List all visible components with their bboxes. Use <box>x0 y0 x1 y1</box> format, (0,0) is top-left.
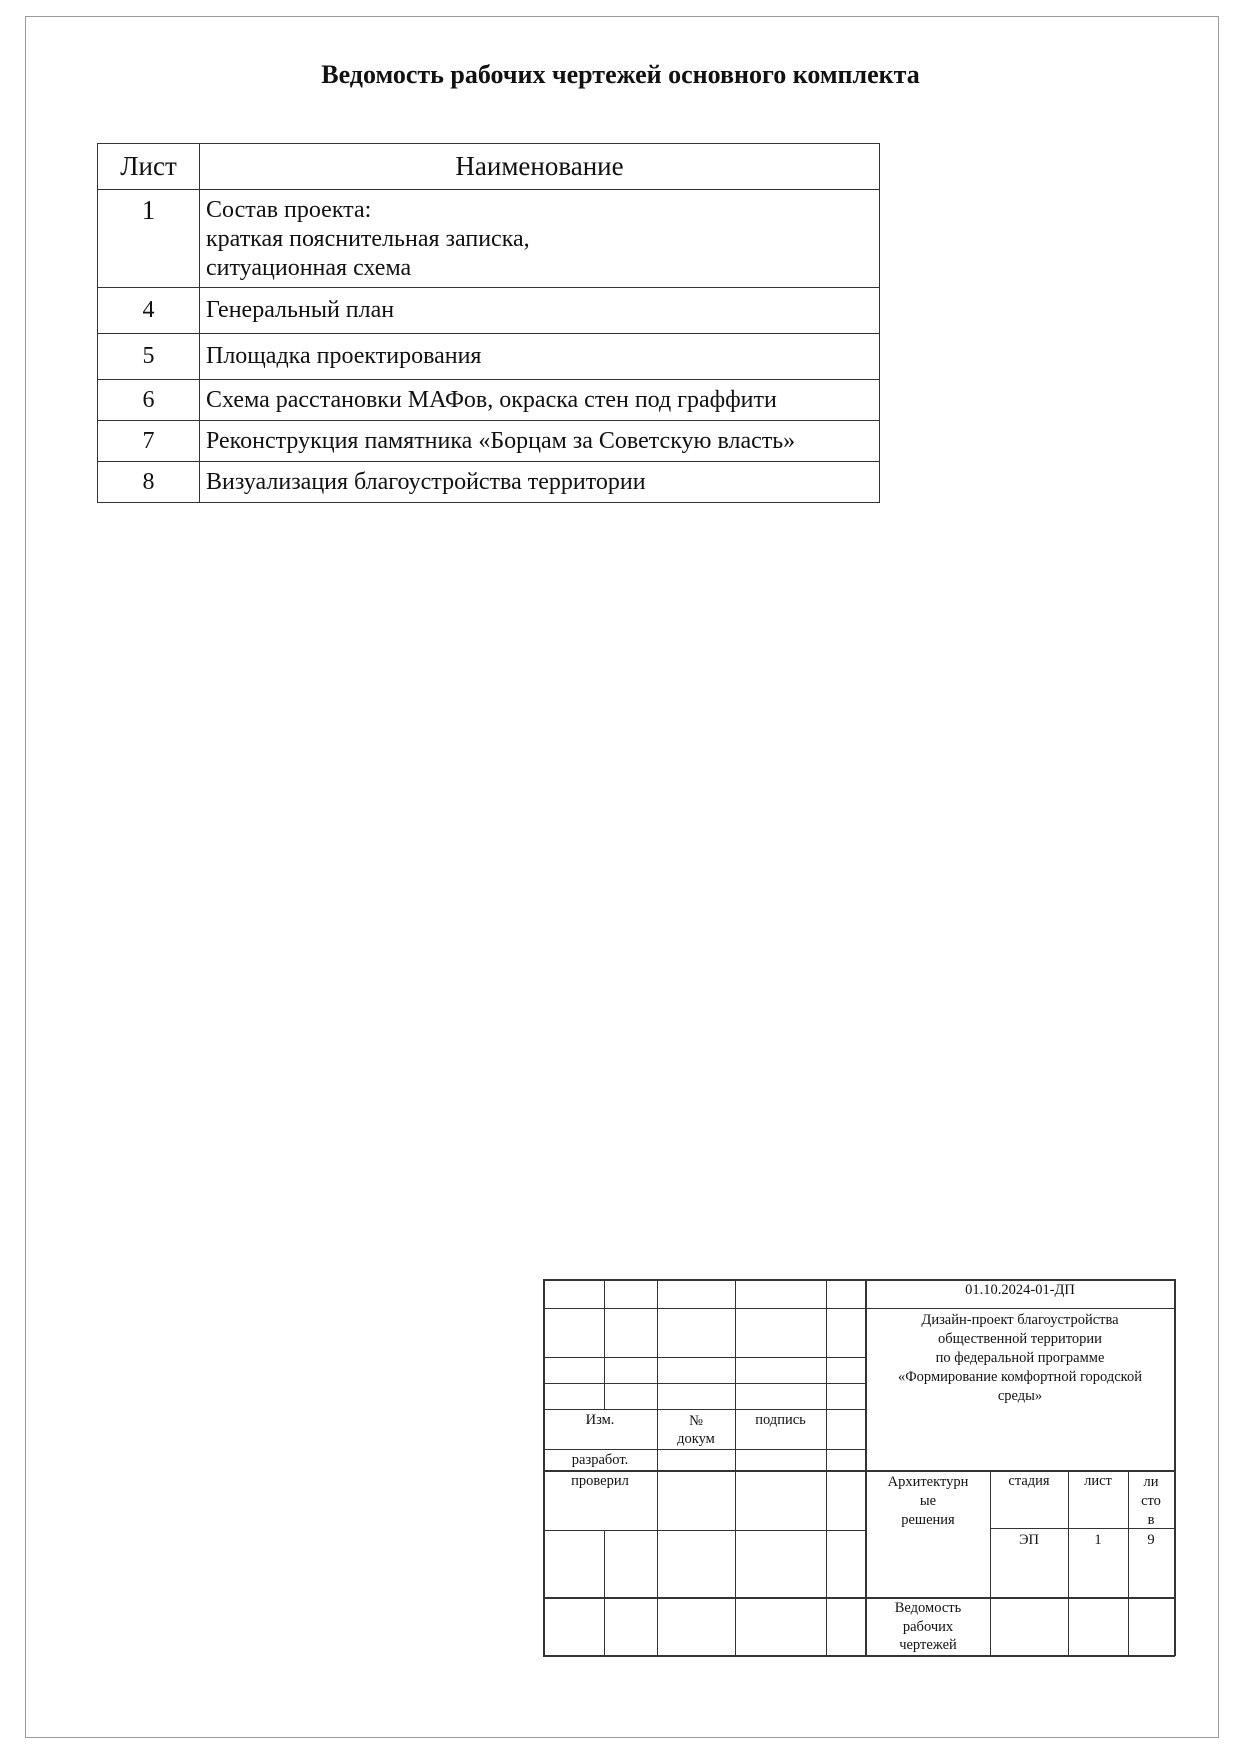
header-name: Наименование <box>200 144 880 190</box>
label-sheets-line: ли <box>1143 1474 1159 1490</box>
project-description-line: общественной территории <box>938 1331 1102 1347</box>
row-sheet-number: 8 <box>98 462 200 503</box>
project-code: 01.10.2024-01-ДП <box>965 1282 1075 1298</box>
header-sheet: Лист <box>98 144 200 190</box>
label-doc-number-line: докум <box>677 1431 715 1447</box>
table-row <box>98 190 880 288</box>
table-row <box>98 462 880 503</box>
row-name: Генеральный план <box>200 288 880 334</box>
row-sheet-number: 1 <box>98 190 200 288</box>
stage-value: ЭП <box>1018 1532 1040 1548</box>
label-doc-number-line: № <box>689 1413 703 1429</box>
table-row <box>98 380 880 421</box>
label-izm: Изм. <box>585 1412 615 1428</box>
label-developed: разработ. <box>571 1452 629 1468</box>
label-stage: стадия <box>1008 1473 1050 1489</box>
row-name-line: краткая пояснительная записка, <box>206 226 530 252</box>
sheet-value: 1 <box>1094 1532 1102 1548</box>
row-name-line: ситуационная схема <box>206 255 412 281</box>
project-description-line: среды» <box>997 1388 1043 1404</box>
row-sheet-number: 6 <box>98 380 200 421</box>
label-sheet: лист <box>1084 1473 1112 1489</box>
page-title: Ведомость рабочих чертежей основного комплекта <box>321 60 920 89</box>
label-checked: проверил <box>571 1473 629 1489</box>
project-description-line: Дизайн-проект благоустройства <box>921 1312 1119 1328</box>
table-row <box>98 334 880 380</box>
table-row <box>98 288 880 334</box>
project-description-line: «Формирование комфортной городской <box>897 1369 1143 1385</box>
row-sheet-number: 4 <box>98 288 200 334</box>
row-sheet-number: 5 <box>98 334 200 380</box>
row-name: Реконструкция памятника «Борцам за Советскую власть» <box>200 421 880 462</box>
table-header-row <box>98 144 880 190</box>
label-sheets-line: сто <box>1141 1493 1161 1509</box>
document-title-line: чертежей <box>899 1637 957 1653</box>
sheets-value: 9 <box>1147 1532 1155 1548</box>
label-sheets-line: в <box>1147 1512 1155 1528</box>
section-name-line: Архитектурн <box>887 1474 969 1490</box>
row-name: Площадка проектирования <box>200 334 880 380</box>
drawings-list-table <box>97 143 880 503</box>
row-name <box>200 190 880 288</box>
document-title-line: Ведомость <box>894 1600 962 1616</box>
section-name-line: ые <box>919 1493 937 1509</box>
table-row <box>98 421 880 462</box>
row-name: Визуализация благоустройства территории <box>200 462 880 503</box>
section-name-line: решения <box>901 1512 955 1528</box>
row-sheet-number: 7 <box>98 421 200 462</box>
document-title-line: рабочих <box>902 1618 954 1635</box>
project-description-line: по федеральной программе <box>935 1350 1105 1366</box>
row-name: Схема расстановки МАФов, окраска стен под граффити <box>200 380 880 421</box>
label-signature: подпись <box>755 1412 806 1428</box>
row-name-line: Состав проекта: <box>206 197 372 223</box>
